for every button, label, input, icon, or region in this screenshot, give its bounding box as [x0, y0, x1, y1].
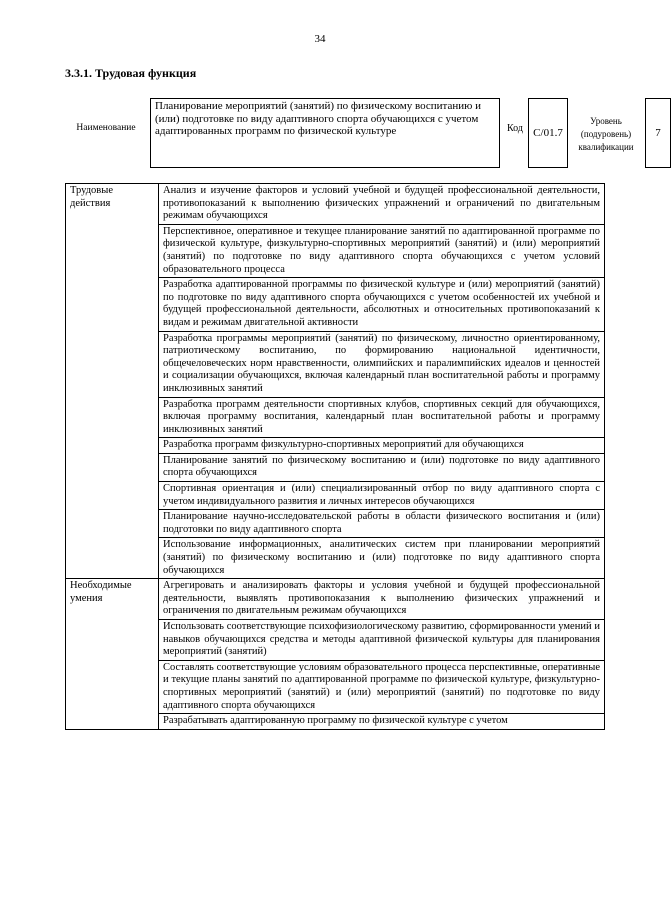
function-name: Планирование мероприятий (занятий) по физическому воспитанию и (или) подготовке по виду адаптивного спорта обучающихся с учетом адаптированных программ по физической культуре — [150, 98, 500, 168]
table-cell: Перспективное, оперативное и текущее планирование занятий по адаптированной программе по физической культуре, физкультурно-спортивных мероприятий (занятий) и (или) мероприятий (занятий) по подготовке по виду адаптивного спорта обучающихся с учетом условий образовательного процесса — [159, 224, 605, 277]
table-cell: Анализ и изучение факторов и условий учебной и будущей профессиональной деятельности, противопоказаний к выполнению физических упражнений и ограничений по двигательным режимам обучающихся — [159, 184, 605, 225]
category-label: Трудовые действия — [66, 184, 159, 579]
function-code: C/01.7 — [528, 98, 568, 168]
table-cell: Использовать соответствующие психофизиологическому развитию, сформированности умений и навыков обучающихся средства и методы адаптивной физической культуры для планирования мероприятий (занятий) — [159, 620, 605, 661]
function-table — [65, 183, 605, 730]
table-cell: Планирование занятий по физическому воспитанию и (или) подготовке по виду адаптивного спорта обучающихся — [159, 453, 605, 481]
code-label: Код — [507, 123, 523, 134]
table-cell: Использование информационных, аналитических систем при планировании мероприятий (занятий) по физическому воспитанию и (или) подготовке по виду адаптивного спорта обучающихся — [159, 538, 605, 579]
function-header — [65, 98, 661, 168]
table-cell: Разработка программ физкультурно-спортивных мероприятий для обучающихся — [159, 438, 605, 454]
level-label: Уровень (подуровень) квалификации — [578, 116, 634, 152]
table-cell: Составлять соответствующие условиям образовательного процесса перспективные, оперативные и текущие планы занятий по адаптированной программе по физической культуре, физкультурно-спортивных мероприятий (занятий) и (или) мероприятий (занятий) по подготовке по виду адаптивного спорта обучающихся — [159, 660, 605, 713]
table-cell: Разрабатывать адаптированную программу по физической культуре с учетом — [159, 714, 605, 730]
page-number: 34 — [314, 33, 326, 45]
category-label: Необходимые умения — [66, 579, 159, 730]
table-cell: Агрегировать и анализировать факторы и условия учебной и будущей профессиональной деятельности, выявлять противопоказания к выполнению физических упражнений и ограничения по двигательным режимам обучающихся — [159, 579, 605, 620]
table-cell: Спортивная ориентация и (или) специализированный отбор по виду адаптивного спорта с учетом индивидуального развития и личных интересов обучающихся — [159, 482, 605, 510]
table-cell: Разработка программ деятельности спортивных клубов, спортивных секций для обучающихся, включая программу воспитания, календарный план воспитательной работы и программу инклюзивных занятий — [159, 397, 605, 438]
table-row — [66, 579, 605, 620]
section-title: 3.3.1. Трудовая функция — [65, 66, 197, 80]
table-cell: Разработка программы мероприятий (занятий) по физическому, личностно ориентированному, патриотическому воспитанию, по формированию национальной идентичности, общечеловеческих норм нравственности, олимпийских и паралимпийских идеалов и ценностей и социализации обучающихся, включая календарный план воспитательной работы и программу инклюзивных занятий — [159, 331, 605, 397]
table-row — [66, 184, 605, 225]
qualification-level: 7 — [645, 98, 671, 168]
name-label: Наименование — [76, 123, 136, 133]
table-cell: Разработка адаптированной программы по физической культуре и (или) мероприятий (занятий) по подготовке по виду адаптивного спорта обучающихся с учетом особенностей их учебной и будущей профессиональной деятельности, абсолютных и относительных противопоказаний к видам и режимам двигательной активности — [159, 278, 605, 331]
table-cell: Планирование научно-исследовательской работы в области физического воспитания и (или) подготовки по виду адаптивного спорта — [159, 510, 605, 538]
